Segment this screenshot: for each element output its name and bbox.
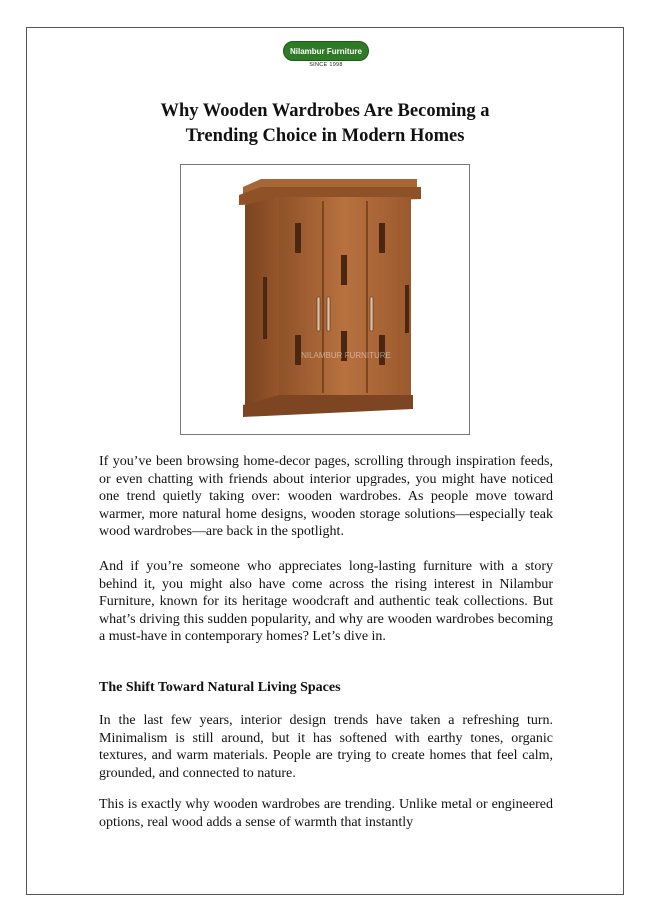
door-slot [379,223,385,253]
section-paragraph-2: This is exactly why wooden wardrobes are trending. Unlike metal or engineered options, real wood adds a sense of warmth that instantly [99,797,553,830]
title-line-2: Trending Choice in Modern Homes [185,126,465,146]
intro-paragraph-2: And if you’re someone who appreciates long-lasting furniture with a story behind it, you might also have come across the rising interest in Nilambur Furniture, known for its heritage woodcraft and authentic teak collections. But what’s driving this sudden popularity, and why are wooden wardrobes becoming a must-have in contemporary homes? Let’s dive in. [99,559,553,644]
door-handle [317,297,320,331]
wardrobe-image [180,164,470,435]
wardrobe-side [245,197,279,407]
intro-paragraph-1: If you’ve been browsing home-decor pages, scrolling through inspiration feeds, or even chatting with friends about interior upgrades, you might have noticed one trend quietly taking over: wooden wardrobes. As people move toward warmer, more natural home designs, wooden storage solutions—especially teak wood wardrobes—are back in the spotlight. [99,454,553,539]
brand-logo [283,41,369,73]
title-line-1: Why Wooden Wardrobes Are Becoming a [160,101,490,121]
article-title [80,99,570,149]
image-watermark: NILAMBUR FURNITURE [301,351,391,360]
section-heading: The Shift Toward Natural Living Spaces [99,680,341,695]
section-paragraph-1: In the last few years, interior design trends have taken a refreshing turn. Minimalism is still around, but it has softened with earthy tones, organic textures, and warm materials. People are trying to create homes that feel calm, grounded, and connected to nature. [99,713,553,781]
door-slot [341,255,347,285]
door-handle [327,297,330,331]
logo-since-text: SINCE 1998 [309,62,343,68]
door-slot [379,335,385,365]
wardrobe-plinth [243,395,413,417]
wardrobe-illustration [181,165,469,434]
side-slot [263,277,267,339]
side-slot [405,285,409,333]
door-handle [370,297,373,331]
door-slot [295,335,301,365]
logo-brand-text: Nilambur Furniture [289,46,362,56]
door-slot [295,223,301,253]
logo-badge [283,41,369,61]
